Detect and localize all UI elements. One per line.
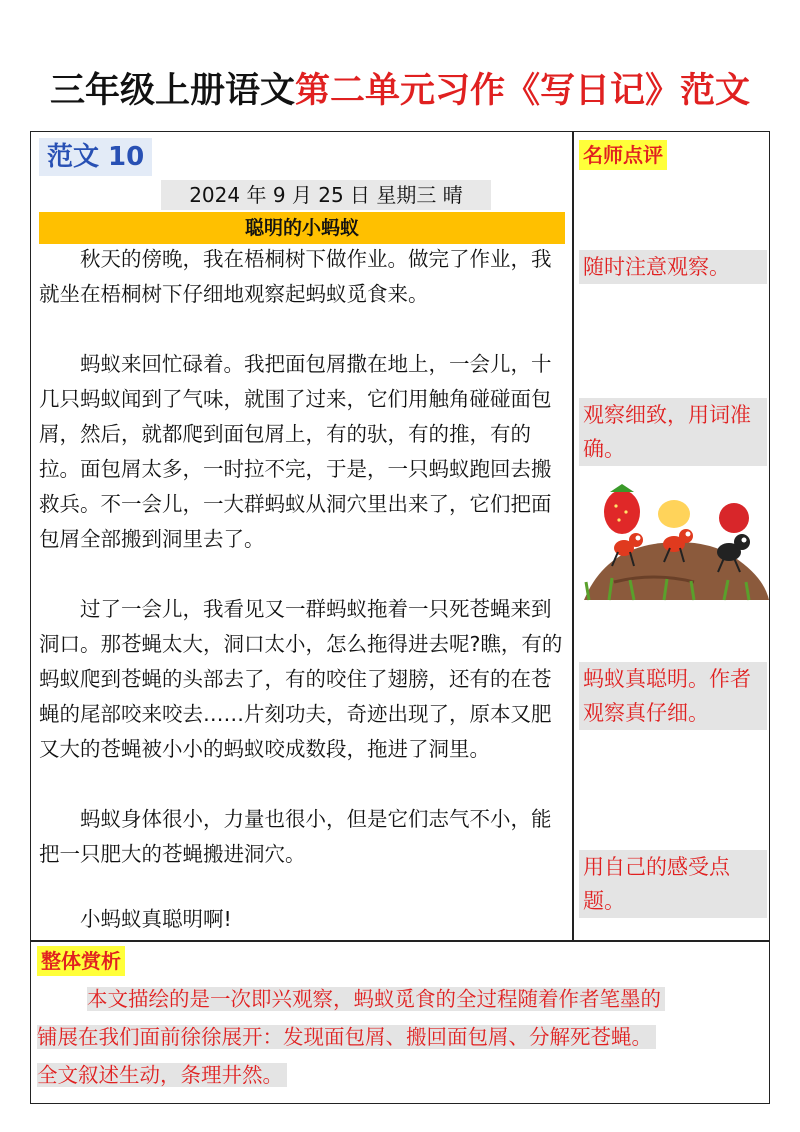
paragraph-text: 秋天的傍晚，我在梧桐树下做作业。做完了作业，我就坐在梧桐树下仔细地观察起蚂蚁觅食来。 — [39, 247, 552, 306]
summary-line-2 — [37, 1018, 763, 1056]
review-label: 名师点评 — [579, 140, 667, 170]
row-divider — [31, 940, 769, 942]
summary-line-text: 铺展在我们面前徐徐展开：发现面包屑、搬回面包屑、分解死苍蝇。 — [37, 1025, 656, 1049]
essay-title: 聪明的小蚂蚁 — [39, 212, 565, 244]
review-note-2: 观察细致，用词准确。 — [579, 398, 767, 466]
page-title — [0, 70, 800, 112]
summary-text — [37, 980, 763, 1094]
summary-line-text: 全文叙述生动，条理井然。 — [37, 1063, 287, 1087]
essay-paragraph-5 — [39, 902, 569, 937]
summary-line-text: 本文描绘的是一次即兴观察，蚂蚁觅食的全过程随着作者笔墨的 — [87, 987, 665, 1011]
paragraph-text: 蚂蚁身体很小，力量也很小，但是它们志气不小，能把一只肥大的苍蝇搬进洞穴。 — [39, 807, 552, 866]
summary-label: 整体赏析 — [37, 946, 125, 976]
essay-paragraph-1 — [39, 242, 569, 312]
essay-date: 2024 年 9 月 25 日 星期三 晴 — [161, 180, 491, 210]
paragraph-text: 过了一会儿，我看见又一群蚂蚁拖着一只死苍蝇来到洞口。那苍蝇太大，洞口太小，怎么拖得进去呢?瞧，有的蚂蚁爬到苍蝇的头部去了，有的咬住了翅膀，还有的在苍蝇的尾部咬来咬去……片刻功夫，奇迹出现了，原本又肥又大的苍蝇被小小的蚂蚁咬成数段，拖进了洞里。 — [39, 597, 563, 761]
ants-carrying-food-illustration — [574, 482, 769, 602]
essay-paragraph-3 — [39, 592, 569, 767]
essay-paragraph-2 — [39, 347, 569, 557]
review-note-3: 蚂蚁真聪明。作者观察真仔细。 — [579, 662, 767, 730]
review-note-1: 随时注意观察。 — [579, 250, 767, 284]
review-note-4: 用自己的感受点题。 — [579, 850, 767, 918]
title-black-part: 三年级上册语文 — [49, 71, 295, 111]
title-red-part: 第二单元习作《写日记》范文 — [295, 71, 751, 111]
summary-line-3 — [37, 1056, 763, 1094]
essay-label: 范文 10 — [39, 138, 152, 176]
essay-table — [30, 131, 770, 1104]
paragraph-text: 蚂蚁来回忙碌着。我把面包屑撒在地上，一会儿，十几只蚂蚁闻到了气味，就围了过来，它们用触角碰碰面包屑，然后，就都爬到面包屑上，有的驮，有的推，有的拉。面包屑太多，一时拉不完，于是，一只蚂蚁跑回去搬救兵。不一会儿，一大群蚂蚁从洞穴里出来了，它们把面包屑全部搬到洞里去了。 — [39, 352, 552, 551]
essay-paragraph-4 — [39, 802, 569, 872]
paragraph-text: 小蚂蚁真聪明啊! — [80, 907, 232, 931]
summary-line-1 — [37, 980, 763, 1018]
